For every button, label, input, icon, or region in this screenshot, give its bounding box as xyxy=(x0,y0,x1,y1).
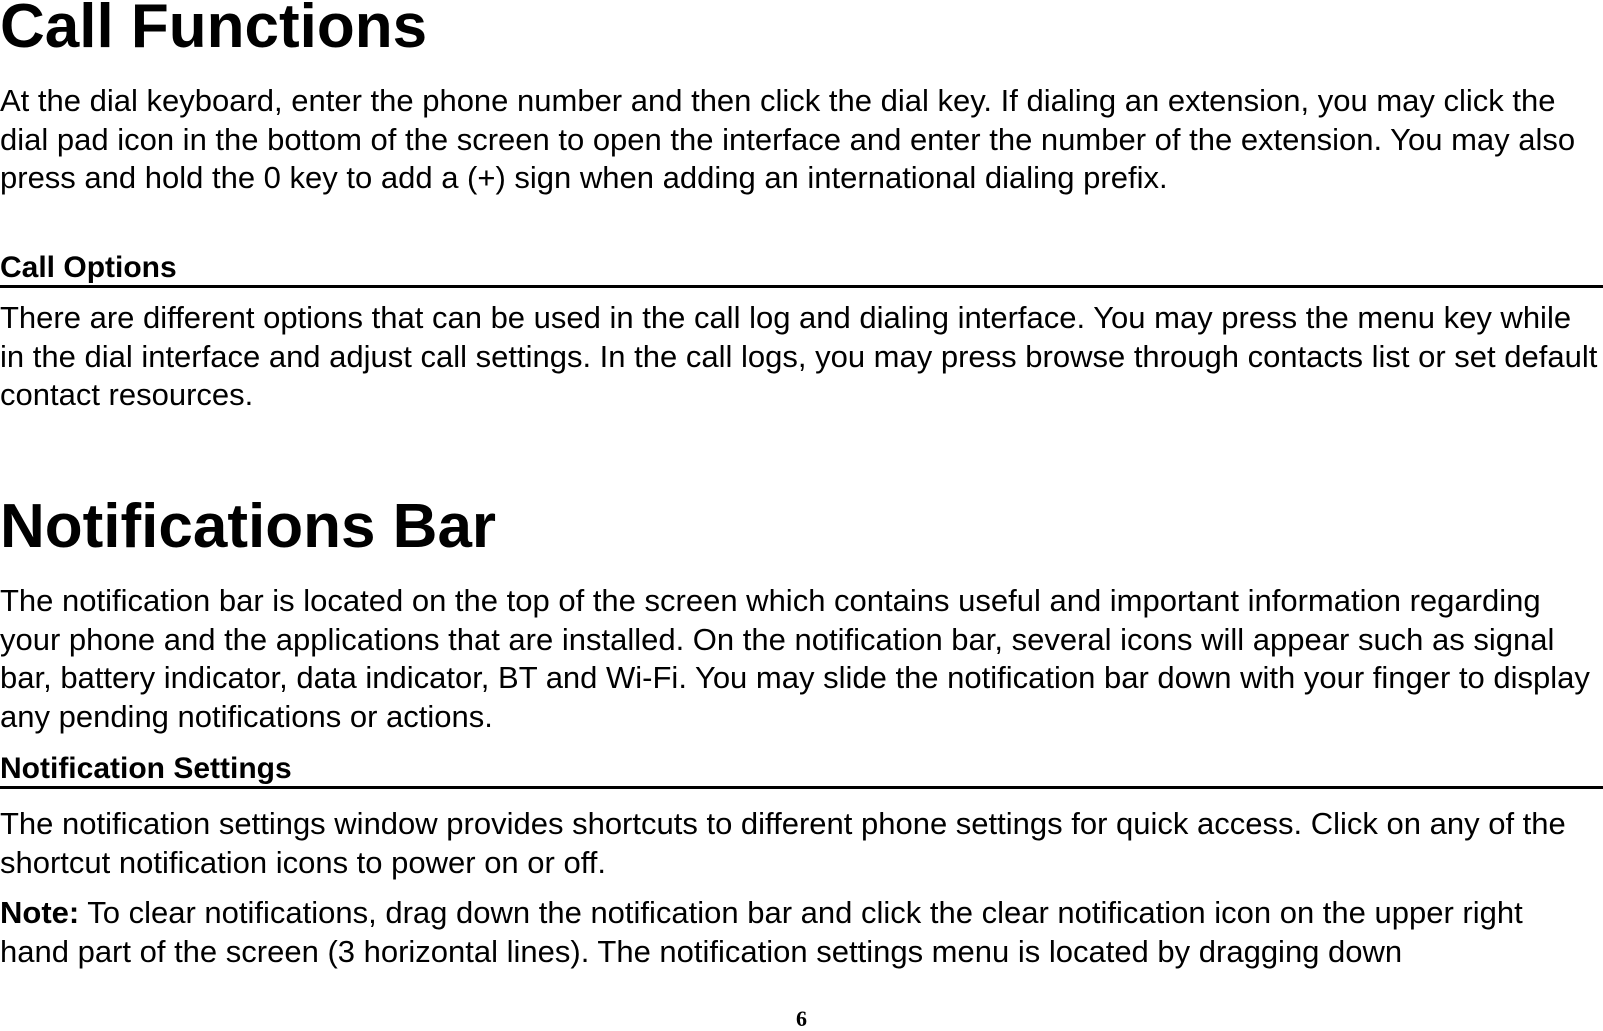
call-functions-paragraph: At the dial keyboard, enter the phone number and then click the dial key. If dialing an extension, you may click the dial pad icon in the bottom of the screen to open the interface and enter the number of the extension. You may also press and hold the 0 key to add a (+) sign when adding an international dialing prefix. xyxy=(0,83,1576,195)
subheading-notification-settings: Notification Settings xyxy=(0,752,1603,789)
note-label: Note: xyxy=(0,895,80,930)
note-text: To clear notifications, drag down the notification bar and click the clear notification icon on the upper right hand part of the screen (3 horizontal lines). The notification settings menu is located by dragging down xyxy=(0,895,1523,969)
heading-call-functions: Call Functions xyxy=(0,0,428,61)
notifications-bar-paragraph: The notification bar is located on the top of the screen which contains useful and important information regarding your phone and the applications that are installed. On the notification bar, several icons will appear such as signal bar, battery indicator, data indicator, BT and Wi-Fi. You may slide the notification bar down with your finger to display any pending notifications or actions. xyxy=(0,583,1590,734)
call-options-paragraph: There are different options that can be used in the call log and dialing interface. You may press the menu key while in the dial interface and adjust call settings. In the call logs, you may press browse through contacts list or set default contact resources. xyxy=(0,300,1598,412)
heading-notifications-bar: Notifications Bar xyxy=(0,492,497,561)
page-number: 6 xyxy=(796,1006,807,1031)
note-paragraph xyxy=(0,894,1600,971)
subheading-call-options: Call Options xyxy=(0,251,1603,288)
notification-settings-paragraph: The notification settings window provides shortcuts to different phone settings for quick access. Click on any of the shortcut notification icons to power on or off. xyxy=(0,806,1566,880)
